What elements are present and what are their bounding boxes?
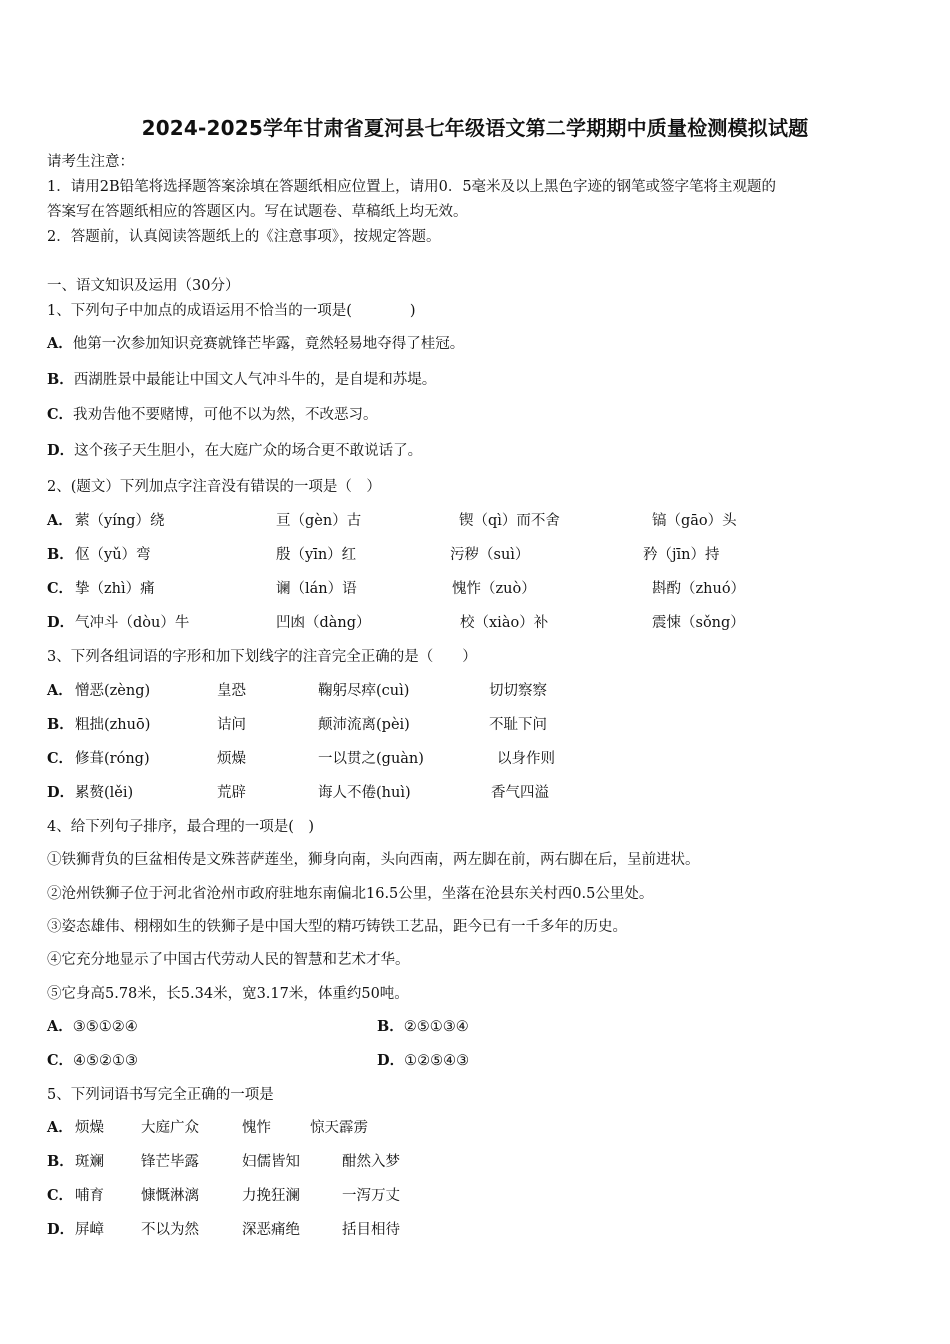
option-label: A．	[47, 335, 73, 352]
notice-line-1b: 答案写在答题纸相应的答题区内。写在试题卷、草稿纸上均无效。	[47, 204, 468, 220]
page-title: 2024-2025学年甘肃省夏河县七年级语文第二学期期中质量检测模拟试题	[141, 116, 809, 140]
option-label: A．	[47, 1018, 73, 1035]
option-text: 这个孩子天生胆小，在大庭广众的场合更不敢说话了。	[74, 443, 423, 459]
option-item: 亘（gèn）古	[276, 513, 362, 529]
option-item: 殷（yīn）红	[276, 547, 357, 563]
option-item: 气冲斗（dòu）牛	[75, 615, 190, 631]
option-item: 皇恐	[217, 683, 246, 699]
option-item: 萦（yíng）绕	[75, 513, 165, 529]
question-5-stem: 5、下列词语书写完全正确的一项是	[47, 1087, 274, 1103]
option-label: D．	[47, 442, 75, 459]
question-1-stem: 1、下列句子中加点的成语运用不恰当的一项是( )	[47, 303, 416, 319]
option-text: ②⑤①③④	[403, 1019, 469, 1035]
option-item: 括目相待	[342, 1222, 400, 1238]
question-1-option-a	[47, 334, 464, 354]
option-item: 大庭广众	[141, 1120, 199, 1136]
question-3-stem: 3、下列各组词语的字形和加下划线字的注音完全正确的是（ ）	[47, 649, 477, 665]
option-item: 凹凼（dàng）	[276, 615, 371, 631]
option-label: C．	[47, 1187, 74, 1204]
option-text: ④⑤②①③	[73, 1053, 139, 1069]
option-item: 切切察察	[489, 683, 547, 699]
option-item: 力挽狂澜	[242, 1188, 300, 1204]
option-label: C．	[47, 580, 74, 597]
question-2-stem: 2、(题文）下列加点字注音没有错误的一项是（ ）	[47, 479, 381, 495]
option-item: 慷慨淋漓	[141, 1188, 199, 1204]
option-item: 锋芒毕露	[141, 1154, 199, 1170]
option-item: 以身作则	[497, 751, 555, 767]
option-label: B．	[47, 1153, 74, 1170]
option-text: 我劝告他不要赌博，可他不以为然，不改恶习。	[73, 407, 378, 423]
option-label: C．	[47, 1052, 74, 1069]
question-4-sentence-4: ④它充分地显示了中国古代劳动人民的智慧和艺术才华。	[47, 952, 410, 968]
option-item: 一泻万丈	[342, 1188, 400, 1204]
option-item: 粗拙(zhuō)	[75, 717, 151, 733]
option-label: D．	[47, 1221, 75, 1238]
option-text: ③⑤①②④	[72, 1019, 138, 1035]
option-item: 酣然入梦	[342, 1154, 400, 1170]
option-item: 深恶痛绝	[242, 1222, 300, 1238]
option-item: 诲人不倦(huì)	[318, 785, 411, 801]
option-label: B．	[47, 716, 74, 733]
option-item: 妇儒皆知	[242, 1154, 300, 1170]
option-item: 烦燥	[217, 751, 246, 767]
notice-heading: 请考生注意：	[47, 154, 134, 170]
option-label: A．	[47, 512, 73, 529]
option-label: B．	[47, 371, 74, 388]
option-item: 颠沛流离(pèi)	[318, 717, 410, 733]
question-4-sentence-5: ⑤它身高5.78米，长5.34米，宽3.17米，体重约50吨。	[47, 986, 409, 1002]
option-item: 镐（gāo）头	[652, 513, 737, 529]
option-label: A．	[47, 1119, 73, 1136]
option-item: 修葺(róng)	[75, 751, 150, 767]
option-label: C．	[47, 750, 74, 767]
option-item: 屏嶂	[75, 1222, 104, 1238]
notice-line-1a: 1．请用2B铅笔将选择题答案涂填在答题纸相应位置上，请用0．5毫米及以上黑色字迹的钢笔或签字笔将主观题的	[47, 179, 777, 195]
option-label: C．	[47, 406, 74, 423]
question-1-option-d	[47, 441, 422, 461]
option-text: 西湖胜景中最能让中国文人气冲斗牛的，是自堤和苏堤。	[73, 372, 437, 388]
option-item: 污秽（suì）	[450, 547, 530, 563]
option-item: 哺育	[75, 1188, 104, 1204]
option-item: 斟酌（zhuó）	[652, 581, 746, 597]
option-item: 诘问	[217, 717, 246, 733]
question-4-option-b	[377, 1017, 469, 1037]
option-label: B．	[377, 1018, 404, 1035]
question-4-stem: 4、给下列句子排序，最合理的一项是( )	[47, 819, 315, 835]
option-item: 惊天霹雳	[310, 1120, 368, 1136]
option-item: 一以贯之(guàn)	[318, 751, 424, 767]
option-item: 香气四溢	[491, 785, 549, 801]
option-label: B．	[47, 546, 74, 563]
option-label: A．	[47, 682, 73, 699]
option-item: 矜（jīn）持	[643, 547, 720, 563]
notice-line-2: 2．答题前，认真阅读答题纸上的《注意事项》，按规定答题。	[47, 229, 441, 245]
question-1-option-b	[47, 370, 436, 390]
option-label: D．	[47, 614, 75, 631]
question-4-sentence-3: ③姿态雄伟、栩栩如生的铁狮子是中国大型的精巧铸铁工艺品，距今已有一千多年的历史。	[47, 919, 627, 935]
option-item: 荒辟	[217, 785, 246, 801]
question-1-option-c	[47, 405, 378, 425]
option-label: D．	[377, 1052, 405, 1069]
option-item: 不耻下问	[489, 717, 547, 733]
option-item: 伛（yǔ）弯	[75, 547, 151, 563]
option-item: 震悚（sǒng）	[652, 615, 745, 631]
option-item: 谰（lán）语	[276, 581, 357, 597]
option-text: 他第一次参加知识竞赛就锋芒毕露，竟然轻易地夺得了桂冠。	[72, 336, 465, 352]
option-item: 鞠躬尽瘁(cuì)	[318, 683, 410, 699]
option-item: 愧怍（zuò）	[452, 581, 536, 597]
option-item: 烦燥	[75, 1120, 104, 1136]
option-item: 憎恶(zèng)	[75, 683, 151, 699]
question-4-option-c	[47, 1051, 138, 1071]
option-item: 累赘(lěi)	[75, 785, 134, 801]
option-item: 斑斓	[75, 1154, 104, 1170]
question-4-sentence-2: ②沧州铁狮子位于河北省沧州市政府驻地东南偏北16.5公里，坐落在沧县东关村西0.5公里处。	[47, 886, 654, 902]
section-heading: 一、语文知识及运用（30分）	[47, 278, 240, 294]
option-item: 锲（qì）而不舍	[459, 513, 560, 529]
option-text: ①②⑤④③	[404, 1053, 470, 1069]
question-4-option-a	[47, 1017, 138, 1037]
question-4-sentence-1: ①铁狮背负的巨盆相传是文殊菩萨莲坐，狮身向南，头向西南，两左脚在前，两右脚在后，呈前进状。	[47, 852, 700, 868]
option-label: D．	[47, 784, 75, 801]
option-item: 挚（zhì）痛	[75, 581, 155, 597]
option-item: 愧怍	[242, 1120, 271, 1136]
option-item: 校（xiào）补	[460, 615, 549, 631]
option-item: 不以为然	[141, 1222, 199, 1238]
question-4-option-d	[377, 1051, 469, 1071]
